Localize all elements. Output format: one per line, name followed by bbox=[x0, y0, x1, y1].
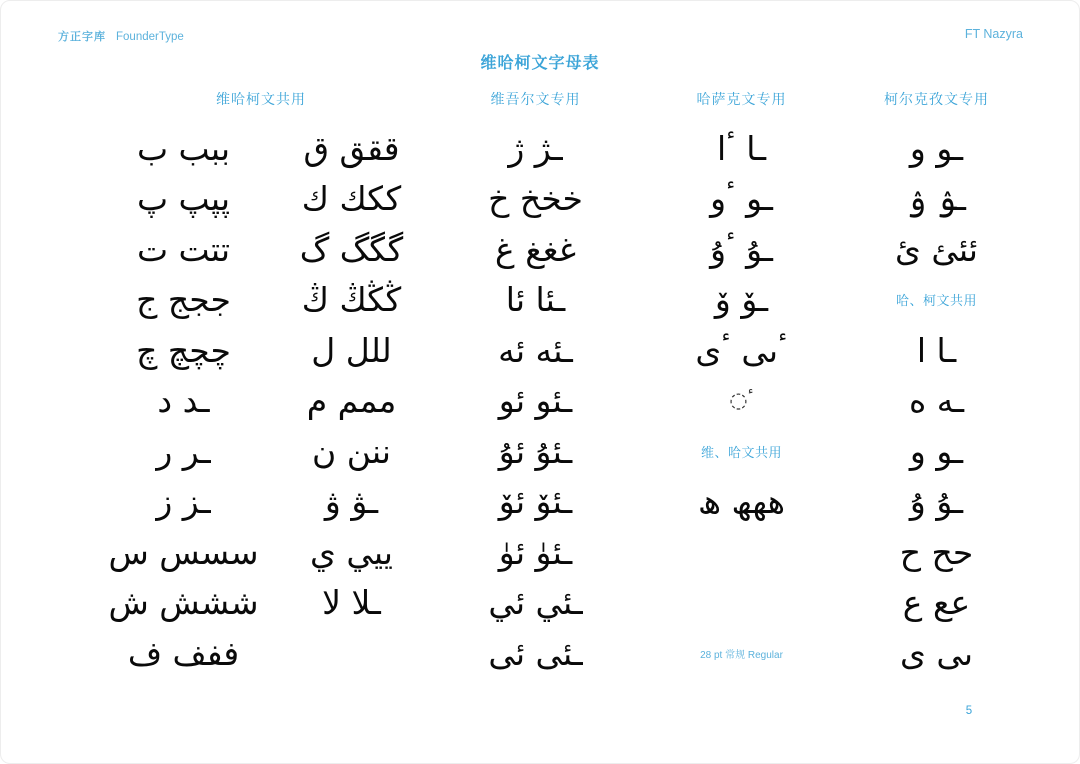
section-subheader: 哈、柯文共用 bbox=[895, 293, 977, 309]
letterforms-cell: ٴىى ٴى bbox=[695, 330, 788, 370]
letterforms-cell: ككك ك bbox=[301, 179, 402, 219]
foundry-logo-cn: 方正字库 bbox=[58, 31, 106, 43]
letterforms-cell: ـە ە bbox=[908, 381, 965, 421]
letterforms-cell: ـئى ئى bbox=[488, 633, 583, 673]
hamza-mark-cell: ٴ◌ bbox=[729, 388, 754, 413]
letterforms-cell: عع ع bbox=[902, 583, 971, 623]
column-kyrgyz bbox=[864, 123, 1009, 679]
font-name-label: FT Nazyra bbox=[964, 27, 1023, 41]
letterforms-cell: ـۉ ۉ bbox=[907, 179, 966, 219]
letterforms-cell: ڭڭڭ ڭ bbox=[301, 280, 402, 320]
letterforms-cell: ـئۈ ئۈ bbox=[498, 532, 573, 572]
column-shared-1 bbox=[96, 123, 271, 679]
letterforms-cell: ـئا ئا bbox=[505, 280, 566, 320]
foundry-logo-en: FounderType bbox=[116, 31, 184, 43]
letterforms-cell: ـۋ ۋ bbox=[324, 482, 379, 522]
letterforms-cell: ـئي ئي bbox=[488, 583, 583, 623]
letterforms-cell: ـد د bbox=[157, 381, 210, 421]
letterforms-cell: حح ح bbox=[899, 532, 974, 572]
letterforms-cell: ججج ج bbox=[136, 280, 231, 320]
letterforms-cell: ھھھ ھ bbox=[698, 482, 785, 522]
column-kazakh bbox=[669, 123, 814, 679]
letterforms-cell: ـۇ ۇ bbox=[909, 482, 964, 522]
letterforms-cell: ـۆ ۆ bbox=[714, 280, 769, 320]
letterforms-cell: غغغ غ bbox=[495, 229, 576, 269]
letterforms-cell: ممم م bbox=[306, 381, 397, 421]
letterforms-cell: ننن ن bbox=[312, 431, 391, 471]
letterforms-cell: ـۇ ٴۇ bbox=[710, 229, 773, 269]
page-number: 5 bbox=[965, 705, 973, 717]
letterforms-cell: ـئۇ ئۇ bbox=[498, 431, 573, 471]
section-subheader: 维、哈文共用 bbox=[700, 444, 782, 460]
letterforms-cell: ـژ ژ bbox=[508, 128, 563, 168]
letterforms-cell: ـر ر bbox=[156, 431, 211, 471]
letterforms-cell: ـئو ئو bbox=[498, 381, 573, 421]
letterforms-cell: ـا ا bbox=[916, 330, 957, 370]
group-header-kyrgyz: 柯尔克孜文专用 bbox=[884, 91, 989, 107]
group-header-uyghur: 维吾尔文专用 bbox=[490, 91, 581, 107]
group-header-kazakh: 哈萨克文专用 bbox=[696, 91, 787, 107]
letterforms-cell: خخخ خ bbox=[488, 179, 583, 219]
letterforms-cell: ـو ٴو bbox=[710, 179, 773, 219]
letterforms-cell: ششش ش bbox=[108, 583, 259, 623]
letterforms-cell: ببب ب bbox=[136, 128, 231, 168]
size-note: 28 pt 常规 Regular bbox=[700, 649, 783, 661]
letterforms-cell: ئئئ ئ bbox=[895, 229, 978, 269]
letterforms-cell: پپپ پ bbox=[136, 179, 231, 219]
letter-grid bbox=[1, 123, 1080, 679]
group-header-shared: 维哈柯文共用 bbox=[216, 91, 306, 107]
letterforms-cell: ـو و bbox=[909, 431, 964, 471]
letterforms-cell: ففف ف bbox=[127, 633, 240, 673]
letterforms-cell: ققق ق bbox=[303, 128, 400, 168]
letterforms-cell: ـئۆ ئۆ bbox=[498, 482, 573, 522]
letterforms-cell: ـلا لا bbox=[322, 583, 381, 623]
letterforms-cell: ييي ي bbox=[310, 532, 393, 572]
letterforms-cell: چچچ چ bbox=[136, 330, 231, 370]
letterforms-cell: گگگ گ bbox=[299, 229, 404, 269]
column-uyghur bbox=[463, 123, 608, 679]
letterforms-cell: تتت ت bbox=[136, 229, 231, 269]
letterforms-cell: ـز ز bbox=[156, 482, 211, 522]
letterforms-cell: للل ل bbox=[311, 330, 392, 370]
page-title: 维哈柯文字母表 bbox=[480, 55, 600, 72]
letterforms-cell: سسس س bbox=[108, 532, 259, 572]
column-shared-2 bbox=[279, 123, 424, 679]
letterforms-cell: ـا ٴا bbox=[716, 128, 767, 168]
letterforms-cell: ـئە ئە bbox=[498, 330, 573, 370]
foundry-logo bbox=[58, 28, 184, 44]
letterforms-cell: ىى ى bbox=[900, 633, 974, 673]
letterforms-cell: ـو و bbox=[909, 128, 964, 168]
